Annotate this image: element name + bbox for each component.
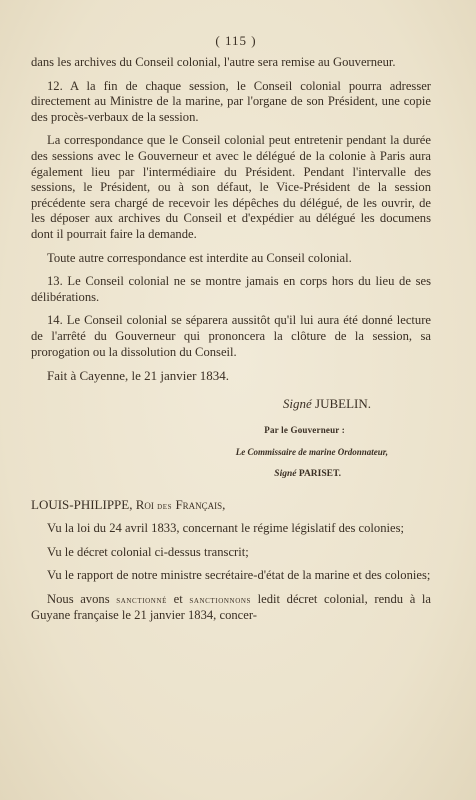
vu-rapport: Vu le rapport de notre ministre secrétaire-d'état de la marine et des colonies; [47,568,431,583]
sanction-paragraph [31,592,431,624]
king-title: Roi [135,497,154,513]
page-number: ( 115 ) [215,33,257,48]
francais-word: Français, [175,497,226,513]
paragraph-interdite: Toute autre correspondance est interdite au Conseil colonial. [47,250,352,265]
sanctionnons-word: sanctionnons [189,594,252,606]
paragraph-article-13: 13. Le Conseil colonial ne se montre jamais en corps hors du lieu de ses délibérations. [31,274,431,304]
louis-philippe-heading [31,497,431,513]
paragraph-continuation: dans les archives du Conseil colonial, l'autre sera remise au Gouverneur. [31,55,396,69]
king-name: LOUIS-PHILIPPE, [31,497,133,513]
signature-jubelin [31,396,371,412]
vu-loi: Vu la loi du 24 avril 1833, concernant le régime législatif des colonies; [47,521,405,536]
signature-name: PARISET. [298,469,341,480]
date-line: Fait à Cayenne, le 21 janvier 1834. [47,368,229,384]
commissaire-title: Le Commissaire de marine Ordonnateur, [235,447,388,458]
sanctionne-word: sanctionné [116,594,167,606]
paragraph-article-14: 14. Le Conseil colonial se séparera aussitôt qu'il lui aura été donné lecture de l'arrêté du Gouverneur qui prononcera la clôture de la session, sa prorogation ou la dissolution du Conseil. [31,313,431,359]
page-content [31,33,431,632]
signature-pariset [31,469,341,479]
signe-label: Signé [282,396,312,412]
signe-label: Signé [274,469,297,480]
sanction-start: Nous avons [47,591,110,606]
vu-decret: Vu le décret colonial ci-dessus transcrit; [47,544,249,559]
sanction-rest: ledit décret colonial, rendu à la Guyane française le 21 janvier 1834, concer- [31,591,432,623]
et-word: et [173,591,183,606]
signature-name: JUBELIN. [315,396,371,412]
paragraph-correspondance: La correspondance que le Conseil colonial peut entretenir pendant la durée des sessions avec le Gouverneur et avec le délégué de la colonie à Paris aura également lieu par l'intermédiaire du Président. Pendant l'intervalle des sessions, le Président, ou à son défaut, le Vice-Président de la session précédente sera chargé de recevoir les dépêches du délégué, de les ouvrir, de les déposer aux archives du Conseil et d'expédier au délégué les documens dont il pourrait faire la demande. [31,133,431,241]
paragraph-article-12: 12. A la fin de chaque session, le Conseil colonial pourra adresser directement au Ministre de la marine, par l'organe de son Président, une copie des procès-verbaux de la session. [31,78,431,124]
par-le-gouverneur: Par le Gouverneur : [264,425,345,436]
des-word: des [157,501,173,513]
